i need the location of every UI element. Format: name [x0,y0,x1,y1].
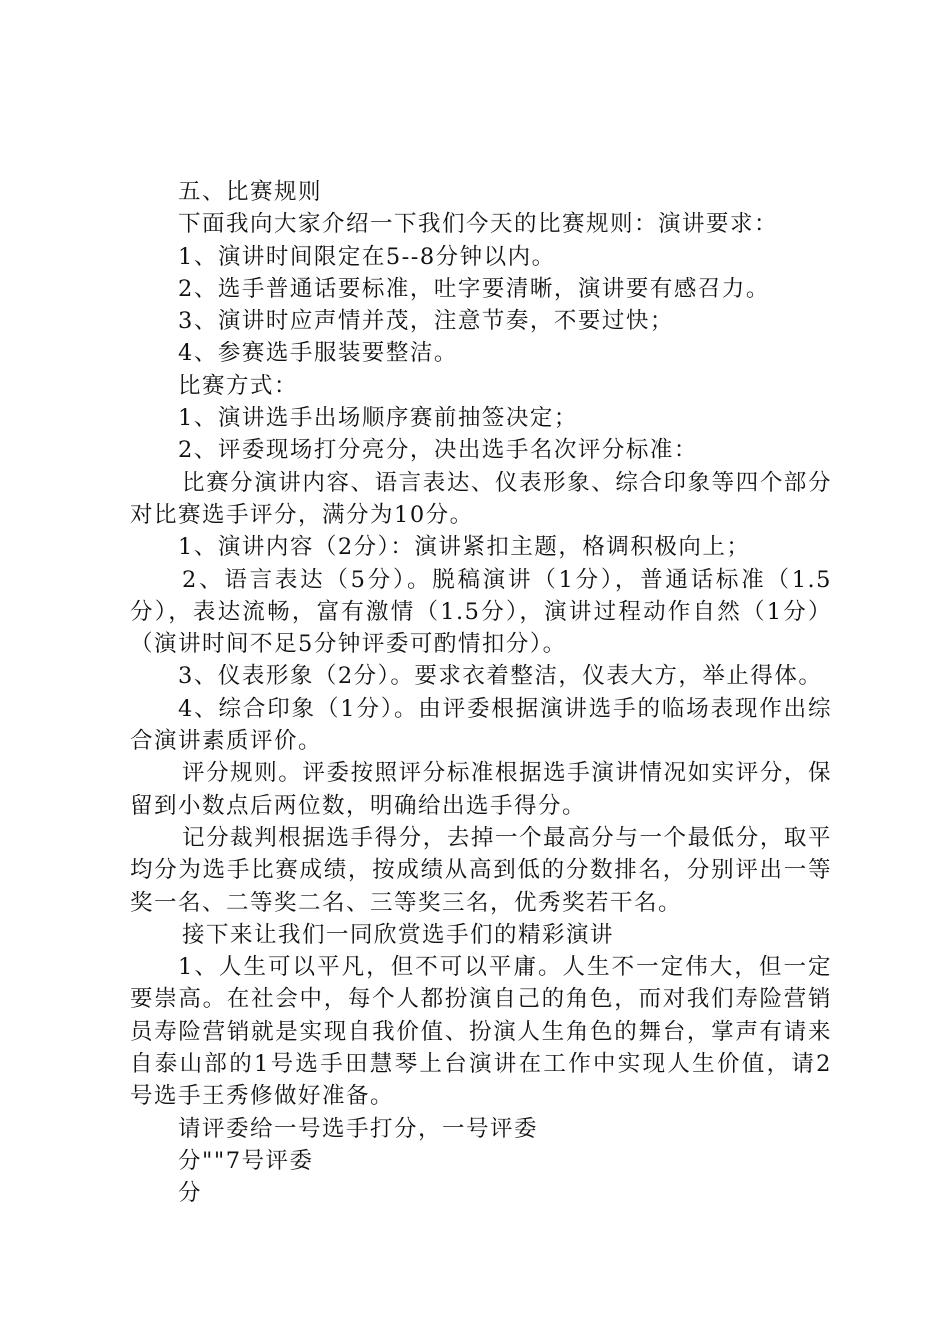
paragraph-req-3: 3、演讲时应声情并茂，注意节奏，不要过快； [178,308,674,335]
paragraph-method-1: 1、演讲选手出场顺序赛前抽签决定； [178,405,578,432]
paragraph-contestant-1: 1、人生可以平凡，但不可以平庸。人生不一定伟大，但一定要崇高。在社会中，每个人都扮演自己的角色，而对我们寿险营销员寿险营销就是实现自我价值、扮演人生角色的舞台，掌声有请来自泰山部的1号选手田慧琴上台演讲在工作中实现人生价值，请2号选手王秀修做好准备。 [130,954,832,1110]
document-body [130,176,832,1210]
paragraph-req-1: 1、演讲时间限定在5--8分钟以内。 [178,243,556,270]
paragraph-scoring-rules: 评分规则。评委按照评分标准根据选手演讲情况如实评分，保留到小数点后两位数，明确给出选手得分。 [130,760,832,819]
paragraph-transition: 接下来让我们一同欣赏选手们的精彩演讲 [182,921,615,948]
paragraph-method-2: 2、评委现场打分亮分，决出选手名次评分标准： [178,437,698,464]
paragraph-intro: 下面我向大家介绍一下我们今天的比赛规则：演讲要求： [178,211,779,238]
section-heading: 五、比赛规则 [178,179,323,205]
paragraph-score-language: 2、语言表达（5分）。脱稿演讲（1分），普通话标准（1.5分），表达流畅，富有激情（1.5分），演讲过程动作自然（1分）（演讲时间不足5分钟评委可酌情扣分）。 [130,566,832,658]
paragraph-method-heading: 比赛方式： [178,372,299,399]
paragraph-score-impression: 4、综合印象（1分）。由评委根据演讲选手的临场表现作出综合演讲素质评价。 [130,695,832,755]
paragraph-judge-7: 分""7号评委 [178,1147,314,1174]
paragraph-score-appearance: 3、仪表形象（2分）。要求衣着整洁，仪表大方，举止得体。 [178,663,823,690]
paragraph-judge-prompt: 请评委给一号选手打分，一号评委 [178,1115,539,1142]
paragraph-req-4: 4、参赛选手服装要整洁。 [178,340,458,367]
paragraph-req-2: 2、选手普通话要标准，吐字要清晰，演讲要有感召力。 [178,275,770,302]
paragraph-score-content: 1、演讲内容（2分）：演讲紧扣主题，格调积极向上； [178,534,751,561]
paragraph-score-end: 分 [178,1180,203,1207]
paragraph-score-keeping: 记分裁判根据选手得分，去掉一个最高分与一个最低分，取平均分为选手比赛成绩，按成绩从高到低的分数排名，分别评出一等奖一名、二等奖二名、三等奖三名，优秀奖若干名。 [130,824,832,916]
paragraph-scoring-overview: 比赛分演讲内容、语言表达、仪表形象、综合印象等四个部分对比赛选手评分，满分为10分。 [130,469,832,528]
